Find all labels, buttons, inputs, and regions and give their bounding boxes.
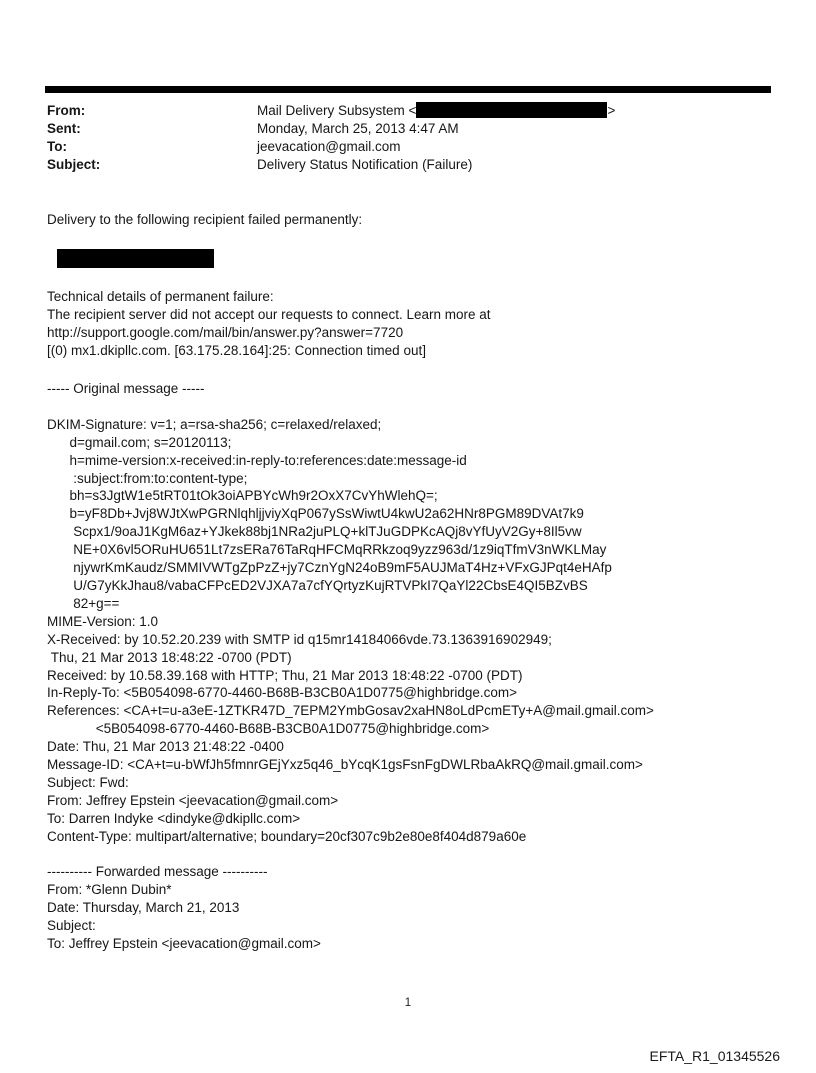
text-line: MIME-Version: 1.0 (47, 613, 159, 629)
text-line: njywrKmKaudz/SMMIVWTgZpPzZ+jy7CznYgN24oB9mF5AUJMaT4Hz+VFxGJPqt4eHAfp (47, 560, 612, 576)
text-line: DKIM-Signature: v=1; a=rsa-sha256; c=relaxed/relaxed; (47, 416, 382, 432)
text-line: 82+g== (47, 595, 120, 611)
text-line: U/G7yKkJhau8/vabaCFPcED2VJXA7a7cfYQrtyzKujRTVPkI7QaYl22CbsE4QI5BZvBS (47, 577, 588, 593)
text-line: :subject:from:to:content-type; (47, 470, 248, 486)
failure-details (47, 288, 491, 360)
subject-label: Subject: (47, 157, 101, 172)
from-label: From: (47, 103, 86, 118)
delivery-failure-intro: Delivery to the following recipient failed permanently: (47, 212, 363, 227)
text-line: To: Jeffrey Epstein <jeevacation@gmail.com> (47, 936, 321, 952)
original-message (47, 380, 654, 953)
page-number: 1 (404, 997, 412, 1009)
text-line: From: *Glenn Dubin* (47, 882, 172, 898)
text-line: Subject: (47, 918, 96, 934)
text-line: Message-ID: <CA+t=u-bWfJh5fmnrGEjYxz5q46_bYcqK1gsFsnFgDWLRbaAkRQ@mail.gmail.com> (47, 757, 643, 773)
text-line: Subject: Fwd: (47, 774, 129, 790)
text-line: Date: Thursday, March 21, 2013 (47, 900, 240, 916)
text-line: In-Reply-To: <5B054098-6770-4460-B68B-B3CB0A1D0775@highbridge.com> (47, 685, 518, 701)
header-divider-rule (45, 86, 771, 93)
text-line: Technical details of permanent failure: (47, 289, 274, 304)
header-row-sent (47, 120, 615, 138)
text-line: The recipient server did not accept our requests to connect. Learn more at (47, 306, 491, 322)
text-line: h=mime-version:x-received:in-reply-to:references:date:message-id (47, 452, 467, 468)
text-line: bh=s3JgtW1e5tRT01tOk3oiAPBYcWh9r2OxX7CvYhWlehQ=; (47, 488, 438, 504)
text-line: d=gmail.com; s=20120113; (47, 434, 232, 450)
bates-number: EFTA_R1_01345526 (649, 1048, 780, 1064)
text-line: Content-Type: multipart/alternative; boundary=20cf307c9b2e80e8f404d879a60e (47, 828, 527, 844)
text-line: Thu, 21 Mar 2013 18:48:22 -0700 (PDT) (47, 649, 292, 665)
text-line: To: Darren Indyke <dindyke@dkipllc.com> (47, 810, 301, 826)
recipient-redaction-bar (57, 249, 214, 268)
text-line: http://support.google.com/mail/bin/answer.py?answer=7720 (47, 324, 404, 340)
text-line: ---------- Forwarded message ---------- (47, 864, 268, 880)
sent-value: Monday, March 25, 2013 4:47 AM (257, 121, 459, 136)
subject-value: Delivery Status Notification (Failure) (257, 157, 473, 172)
text-line (47, 398, 654, 416)
text-line: b=yF8Db+Jvj8WJtXwPGRNlqhljjviyXqP067ySsWiwtU4kwU2a62HNr8PGM89DVAt7k9 (47, 506, 584, 522)
from-value-prefix: Mail Delivery Subsystem < (257, 103, 417, 118)
from-value-suffix: > (607, 103, 616, 118)
text-line: Received: by 10.58.39.168 with HTTP; Thu, 21 Mar 2013 18:48:22 -0700 (PDT) (47, 667, 523, 683)
text-line: Date: Thu, 21 Mar 2013 21:48:22 -0400 (47, 739, 284, 755)
text-line: [(0) mx1.dkipllc.com. [63.175.28.164]:25: Connection timed out] (47, 342, 426, 358)
to-value: jeevacation@gmail.com (257, 139, 401, 154)
text-line: Scpx1/9oaJ1KgM6az+YJkek88bj1NRa2juPLQ+klTJuGDPKcAQj8vYfUyV2Gy+8Il5vw (47, 524, 582, 540)
text-line: X-Received: by 10.52.20.239 with SMTP id q15mr14184066vde.73.1363916902949; (47, 631, 552, 647)
text-line (47, 846, 654, 864)
sent-label: Sent: (47, 121, 81, 136)
email-header (47, 102, 615, 174)
text-line: NE+0X6vl5ORuHU651Lt7zsERa76TaRqHFCMqRRkzoq9yzz963d/1z9iqTfmV3nWKLMay (47, 542, 607, 558)
header-row-subject (47, 156, 615, 174)
to-label: To: (47, 139, 67, 154)
text-line: ----- Original message ----- (47, 381, 205, 396)
header-row-from (47, 102, 615, 120)
header-row-to (47, 138, 615, 156)
text-line: References: <CA+t=u-a3eE-1ZTKR47D_7EPM2YmbGosav2xaHN8oLdPcmETy+A@mail.gmail.com> (47, 703, 654, 719)
text-line: <5B054098-6770-4460-B68B-B3CB0A1D0775@highbridge.com> (47, 721, 490, 737)
text-line: From: Jeffrey Epstein <jeevacation@gmail.com> (47, 792, 339, 808)
from-redaction-bar (416, 102, 607, 118)
